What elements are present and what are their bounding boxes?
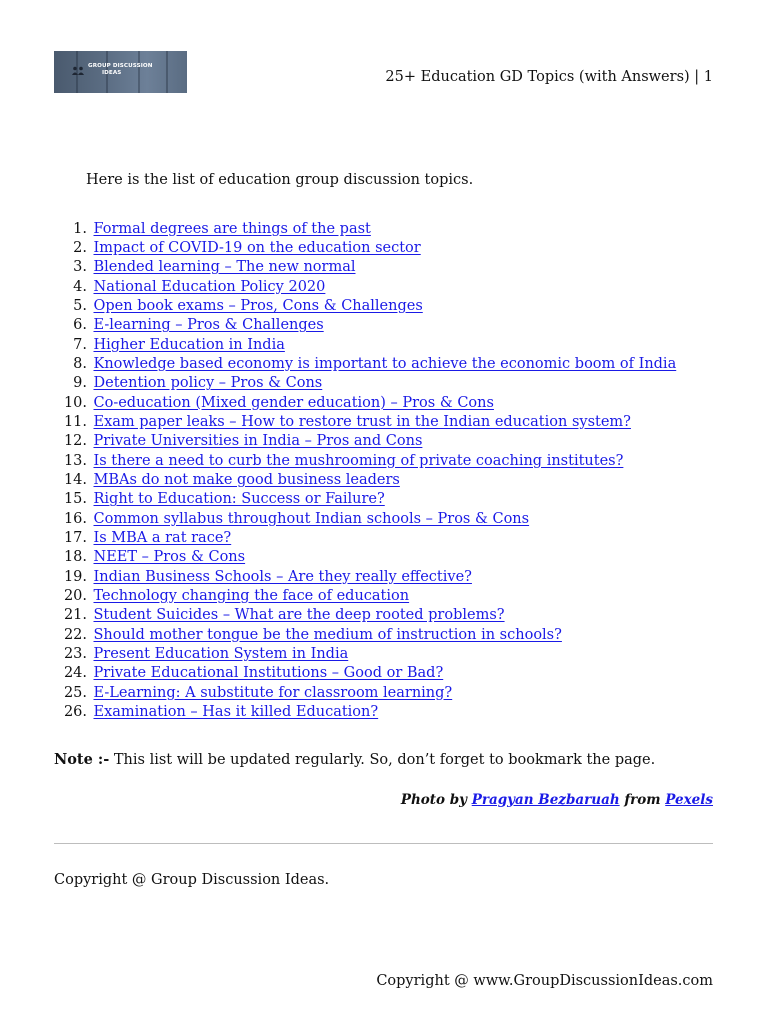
topic-link[interactable]: Student Suicides – What are the deep rooted problems?: [93, 607, 505, 624]
note: [54, 751, 655, 768]
author-link[interactable]: Pragyan Bezbaruah: [471, 792, 620, 808]
list-item-number: 17.: [63, 530, 87, 546]
topic-link[interactable]: Should mother tongue be the medium of instruction in schools?: [93, 626, 562, 643]
site-logo: [54, 51, 187, 93]
topic-link[interactable]: Is there a need to curb the mushrooming of private coaching institutes?: [93, 452, 624, 469]
list-item-number: 23.: [63, 646, 87, 663]
credit-prefix: Photo by: [400, 792, 472, 808]
list-item-number: 2.: [73, 239, 87, 256]
topic-link[interactable]: E-learning – Pros & Challenges: [93, 317, 324, 334]
list-item-number: 16.: [63, 510, 87, 527]
list-item-number: 7.: [73, 336, 87, 353]
list-item-number: 18.: [63, 549, 87, 566]
photo-credit: [401, 792, 713, 808]
page-footer: Copyright @ www.GroupDiscussionIdeas.com: [376, 973, 713, 989]
list-item-number: 5.: [73, 297, 87, 314]
topic-link[interactable]: NEET – Pros & Cons: [93, 549, 246, 566]
list-item-number: 19.: [63, 568, 87, 585]
list-item-number: 20.: [63, 588, 87, 605]
list-item-number: 22.: [63, 626, 87, 643]
list-item-number: 3.: [73, 259, 87, 276]
topic-link[interactable]: Technology changing the face of education: [93, 588, 410, 605]
list-item-number: 4.: [73, 278, 87, 295]
note-text: This list will be updated regularly. So, don’t forget to bookmark the page.: [109, 752, 656, 768]
list-item-number: 21.: [63, 607, 87, 624]
intro-text: Here is the list of education group discussion topics.: [86, 172, 474, 188]
page-header-title: 25+ Education GD Topics (with Answers) | 1: [385, 69, 713, 85]
topic-link[interactable]: Present Education System in India: [93, 646, 349, 663]
topic-link[interactable]: Examination – Has it killed Education?: [93, 704, 379, 721]
credit-middle: from: [619, 792, 666, 808]
topic-link[interactable]: Detention policy – Pros & Cons: [93, 375, 323, 392]
topic-link[interactable]: Indian Business Schools – Are they really effective?: [93, 568, 472, 585]
list-item-number: 25.: [63, 684, 87, 701]
topic-link[interactable]: Is MBA a rat race?: [93, 530, 232, 546]
list-item-number: 26.: [63, 704, 87, 721]
topic-link[interactable]: Knowledge based economy is important to achieve the economic boom of India: [93, 355, 677, 372]
topic-link[interactable]: Private Educational Institutions – Good or Bad?: [93, 665, 444, 682]
list-item-number: 6.: [73, 317, 87, 334]
topic-link[interactable]: Common syllabus throughout Indian schools – Pros & Cons: [93, 510, 530, 527]
topic-link[interactable]: MBAs do not make good business leaders: [93, 471, 400, 488]
topic-link[interactable]: Right to Education: Success or Failure?: [93, 491, 385, 508]
list-item-number: 8.: [73, 355, 87, 372]
copyright-text: Copyright @ Group Discussion Ideas.: [54, 872, 330, 888]
list-item-number: 11.: [63, 413, 87, 430]
list-item-number: 10.: [63, 394, 87, 411]
topic-link[interactable]: Impact of COVID-19 on the education sector: [93, 239, 421, 256]
people-icon: [72, 66, 84, 75]
topic-link[interactable]: Formal degrees are things of the past: [93, 220, 371, 237]
topic-link[interactable]: Blended learning – The new normal: [93, 259, 356, 276]
divider: [54, 843, 713, 844]
list-item-number: 13.: [63, 452, 87, 469]
source-link[interactable]: Pexels: [665, 792, 713, 808]
topic-link[interactable]: Private Universities in India – Pros and Cons: [93, 433, 423, 450]
list-item-number: 24.: [63, 665, 87, 682]
list-item-number: 9.: [73, 375, 87, 392]
topic-link[interactable]: National Education Policy 2020: [93, 278, 326, 295]
list-item-number: 1.: [73, 220, 87, 237]
list-item-number: 15.: [63, 491, 87, 508]
topic-link[interactable]: Higher Education in India: [93, 336, 285, 353]
note-label: Note :-: [54, 751, 110, 768]
logo-text: GROUP DISCUSSION IDEAS: [88, 63, 153, 76]
topic-link[interactable]: Open book exams – Pros, Cons & Challenges: [93, 297, 423, 314]
topic-link[interactable]: E-Learning: A substitute for classroom learning?: [93, 684, 453, 701]
list-item-number: 12.: [63, 433, 87, 450]
topic-link[interactable]: Exam paper leaks – How to restore trust in the Indian education system?: [93, 413, 631, 430]
list-item-number: 14.: [63, 471, 87, 488]
topic-link[interactable]: Co-education (Mixed gender education) – Pros & Cons: [93, 394, 494, 411]
